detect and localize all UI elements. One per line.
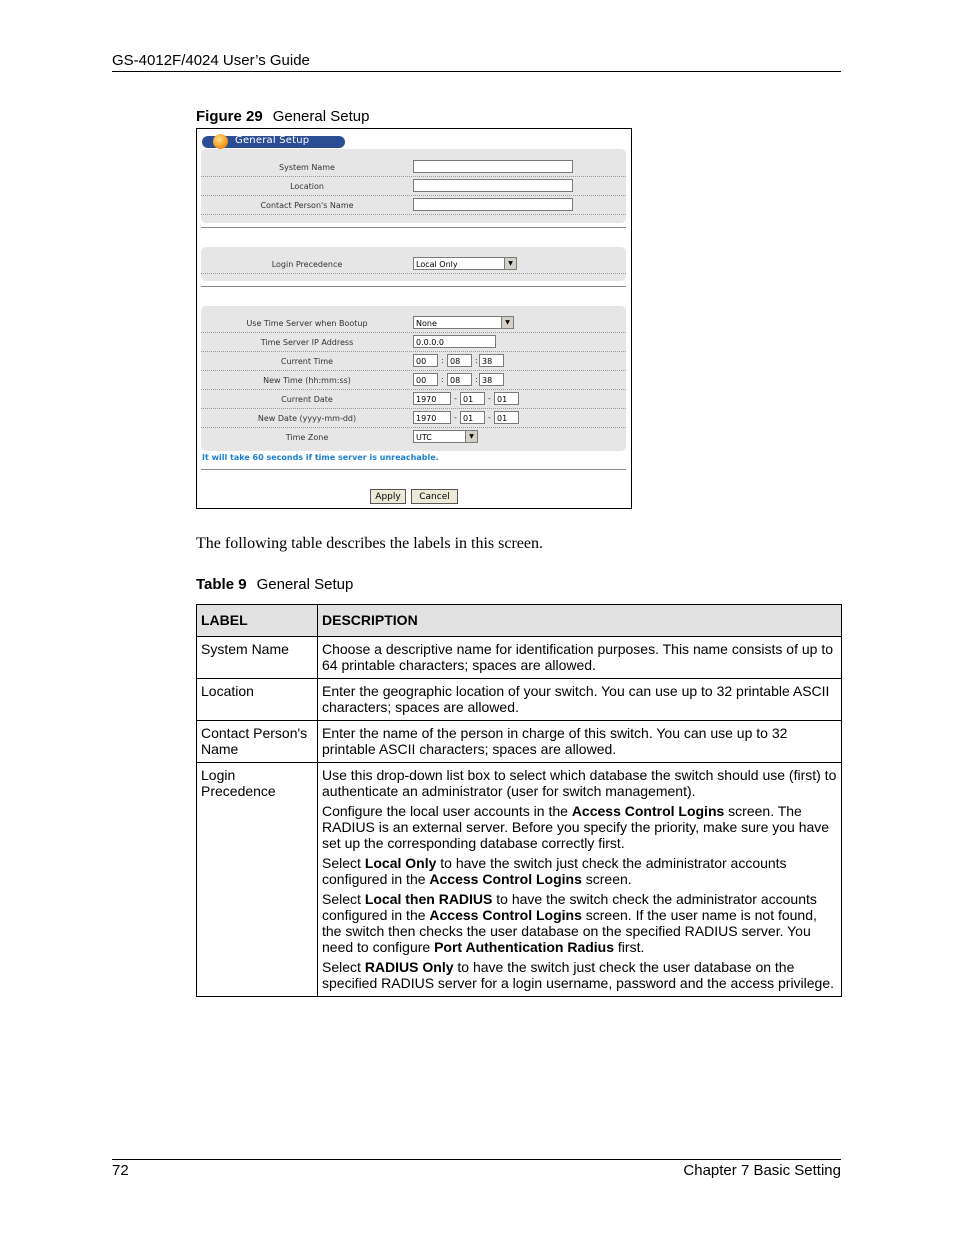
row-label: Contact Person's Name	[197, 721, 318, 763]
time-server-bootup-row	[201, 314, 626, 333]
desc-paragraph: Use this drop-down list box to select which database the switch should use (first) to authenticate an administrator (user for switch management).	[322, 767, 837, 799]
system-name-label: System Name	[279, 163, 335, 172]
current-date-day: 01	[494, 392, 519, 405]
desc-paragraph: Configure the local user accounts in the Access Control Logins screen. The RADIUS is an external server. Before you specify the priority, make sure you have set up the corresponding database correctly first.	[322, 803, 830, 851]
table-caption	[196, 576, 353, 593]
divider	[201, 286, 626, 287]
time-server-note: It will take 60 seconds if time server is unreachable.	[202, 453, 439, 462]
column-header-description: DESCRIPTION	[318, 605, 842, 637]
table-row	[197, 763, 842, 997]
identity-panel	[201, 149, 626, 223]
current-date-label: Current Date	[281, 395, 333, 404]
general-setup-screenshot	[196, 128, 632, 509]
table-number: Table 9	[196, 576, 247, 593]
current-time-minute: 08	[447, 354, 472, 367]
time-server-bootup-select[interactable]	[413, 316, 514, 329]
current-time-second: 38	[479, 354, 504, 367]
figure-number: Figure 29	[196, 108, 263, 125]
new-time-second-input[interactable]: 38	[479, 373, 504, 386]
row-label: Location	[197, 679, 318, 721]
new-time-row	[201, 371, 626, 390]
desc-paragraph: Select Local then RADIUS to have the switch check the administrator accounts configured in the Access Control Logins screen. If the user name is not found, the switch then checks the user database on the specified RADIUS server. You need to configure Port Authentication Radius first.	[322, 891, 817, 955]
table-title: General Setup	[256, 576, 354, 593]
new-date-year-input[interactable]: 1970	[413, 411, 451, 424]
time-server-bootup-value: None	[416, 319, 437, 328]
time-server-bootup-label: Use Time Server when Bootup	[246, 319, 368, 328]
table-row	[197, 679, 842, 721]
dropdown-arrow-icon: ▼	[501, 317, 513, 328]
login-precedence-select[interactable]	[413, 257, 517, 270]
page-number: 72	[112, 1162, 129, 1179]
description-table	[196, 604, 842, 997]
dropdown-arrow-icon: ▼	[465, 431, 477, 442]
footer-rule	[112, 1159, 841, 1160]
date-separator: -	[454, 413, 457, 422]
date-separator: -	[488, 413, 491, 422]
time-zone-value: UTC	[416, 433, 432, 442]
contact-input[interactable]	[413, 198, 573, 211]
contact-label: Contact Person's Name	[260, 201, 354, 210]
desc-paragraph: Select RADIUS Only to have the switch just check the user database on the specified RADIUS server for a login username, password and the access privilege.	[322, 959, 835, 991]
general-setup-tab-title: General Setup	[235, 135, 310, 146]
chapter-title: Chapter 7 Basic Setting	[683, 1162, 841, 1179]
current-date-month: 01	[460, 392, 485, 405]
desc-paragraph: Select Local Only to have the switch just check the administrator accounts configured in the Access Control Logins screen.	[322, 855, 787, 887]
apply-button[interactable]: Apply	[370, 489, 406, 504]
login-precedence-label: Login Precedence	[271, 260, 343, 269]
time-separator: :	[441, 356, 444, 365]
new-time-hour-input[interactable]: 00	[413, 373, 438, 386]
new-date-month-input[interactable]: 01	[460, 411, 485, 424]
row-description: Enter the name of the person in charge of this switch. You can use up to 32 printable ASCII characters; spaces are allowed.	[318, 721, 842, 763]
location-label: Location	[290, 182, 324, 191]
date-separator: -	[488, 394, 491, 403]
location-row	[201, 177, 626, 196]
current-date-row	[201, 390, 626, 409]
time-server-ip-label: Time Server IP Address	[260, 338, 354, 347]
divider	[201, 227, 626, 228]
table-row	[197, 721, 842, 763]
current-time-row	[201, 352, 626, 371]
new-date-day-input[interactable]: 01	[494, 411, 519, 424]
login-precedence-row	[201, 255, 626, 274]
system-name-row	[201, 158, 626, 177]
row-description: Enter the geographic location of your switch. You can use up to 32 printable ASCII characters; spaces are allowed.	[318, 679, 842, 721]
new-date-row	[201, 409, 626, 428]
current-time-label: Current Time	[280, 357, 334, 366]
current-time-hour: 00	[413, 354, 438, 367]
time-server-ip-input[interactable]: 0.0.0.0	[413, 335, 496, 348]
time-separator: :	[475, 375, 478, 384]
time-separator: :	[475, 356, 478, 365]
row-label: System Name	[197, 637, 318, 679]
document-header-title: GS-4012F/4024 User’s Guide	[112, 52, 310, 69]
time-zone-label: Time Zone	[285, 433, 329, 442]
new-time-label: New Time (hh:mm:ss)	[263, 376, 351, 385]
figure-title: General Setup	[272, 108, 370, 125]
new-date-label: New Date (yyyy-mm-dd)	[257, 414, 357, 423]
column-header-label: LABEL	[197, 605, 318, 637]
intro-paragraph: The following table describes the labels in this screen.	[196, 535, 544, 552]
divider	[201, 469, 626, 470]
time-panel	[201, 306, 626, 451]
table-row	[197, 637, 842, 679]
time-separator: :	[441, 375, 444, 384]
location-input[interactable]	[413, 179, 573, 192]
system-name-input[interactable]	[413, 160, 573, 173]
dropdown-arrow-icon: ▼	[504, 258, 516, 269]
header-rule	[112, 71, 841, 72]
orb-icon	[213, 134, 228, 149]
time-zone-select[interactable]	[413, 430, 478, 443]
row-label: Login Precedence	[197, 763, 318, 997]
date-separator: -	[454, 394, 457, 403]
new-time-minute-input[interactable]: 08	[447, 373, 472, 386]
row-description	[318, 763, 842, 997]
login-precedence-value: Local Only	[416, 260, 458, 269]
row-description: Choose a descriptive name for identification purposes. This name consists of up to 64 printable characters; spaces are allowed.	[318, 637, 842, 679]
time-server-ip-row	[201, 333, 626, 352]
login-panel	[201, 247, 626, 281]
cancel-button[interactable]: Cancel	[411, 489, 458, 504]
time-zone-row	[201, 428, 626, 446]
current-date-year: 1970	[413, 392, 451, 405]
table-header-row	[197, 605, 842, 637]
contact-row	[201, 196, 626, 215]
figure-caption	[196, 108, 369, 125]
